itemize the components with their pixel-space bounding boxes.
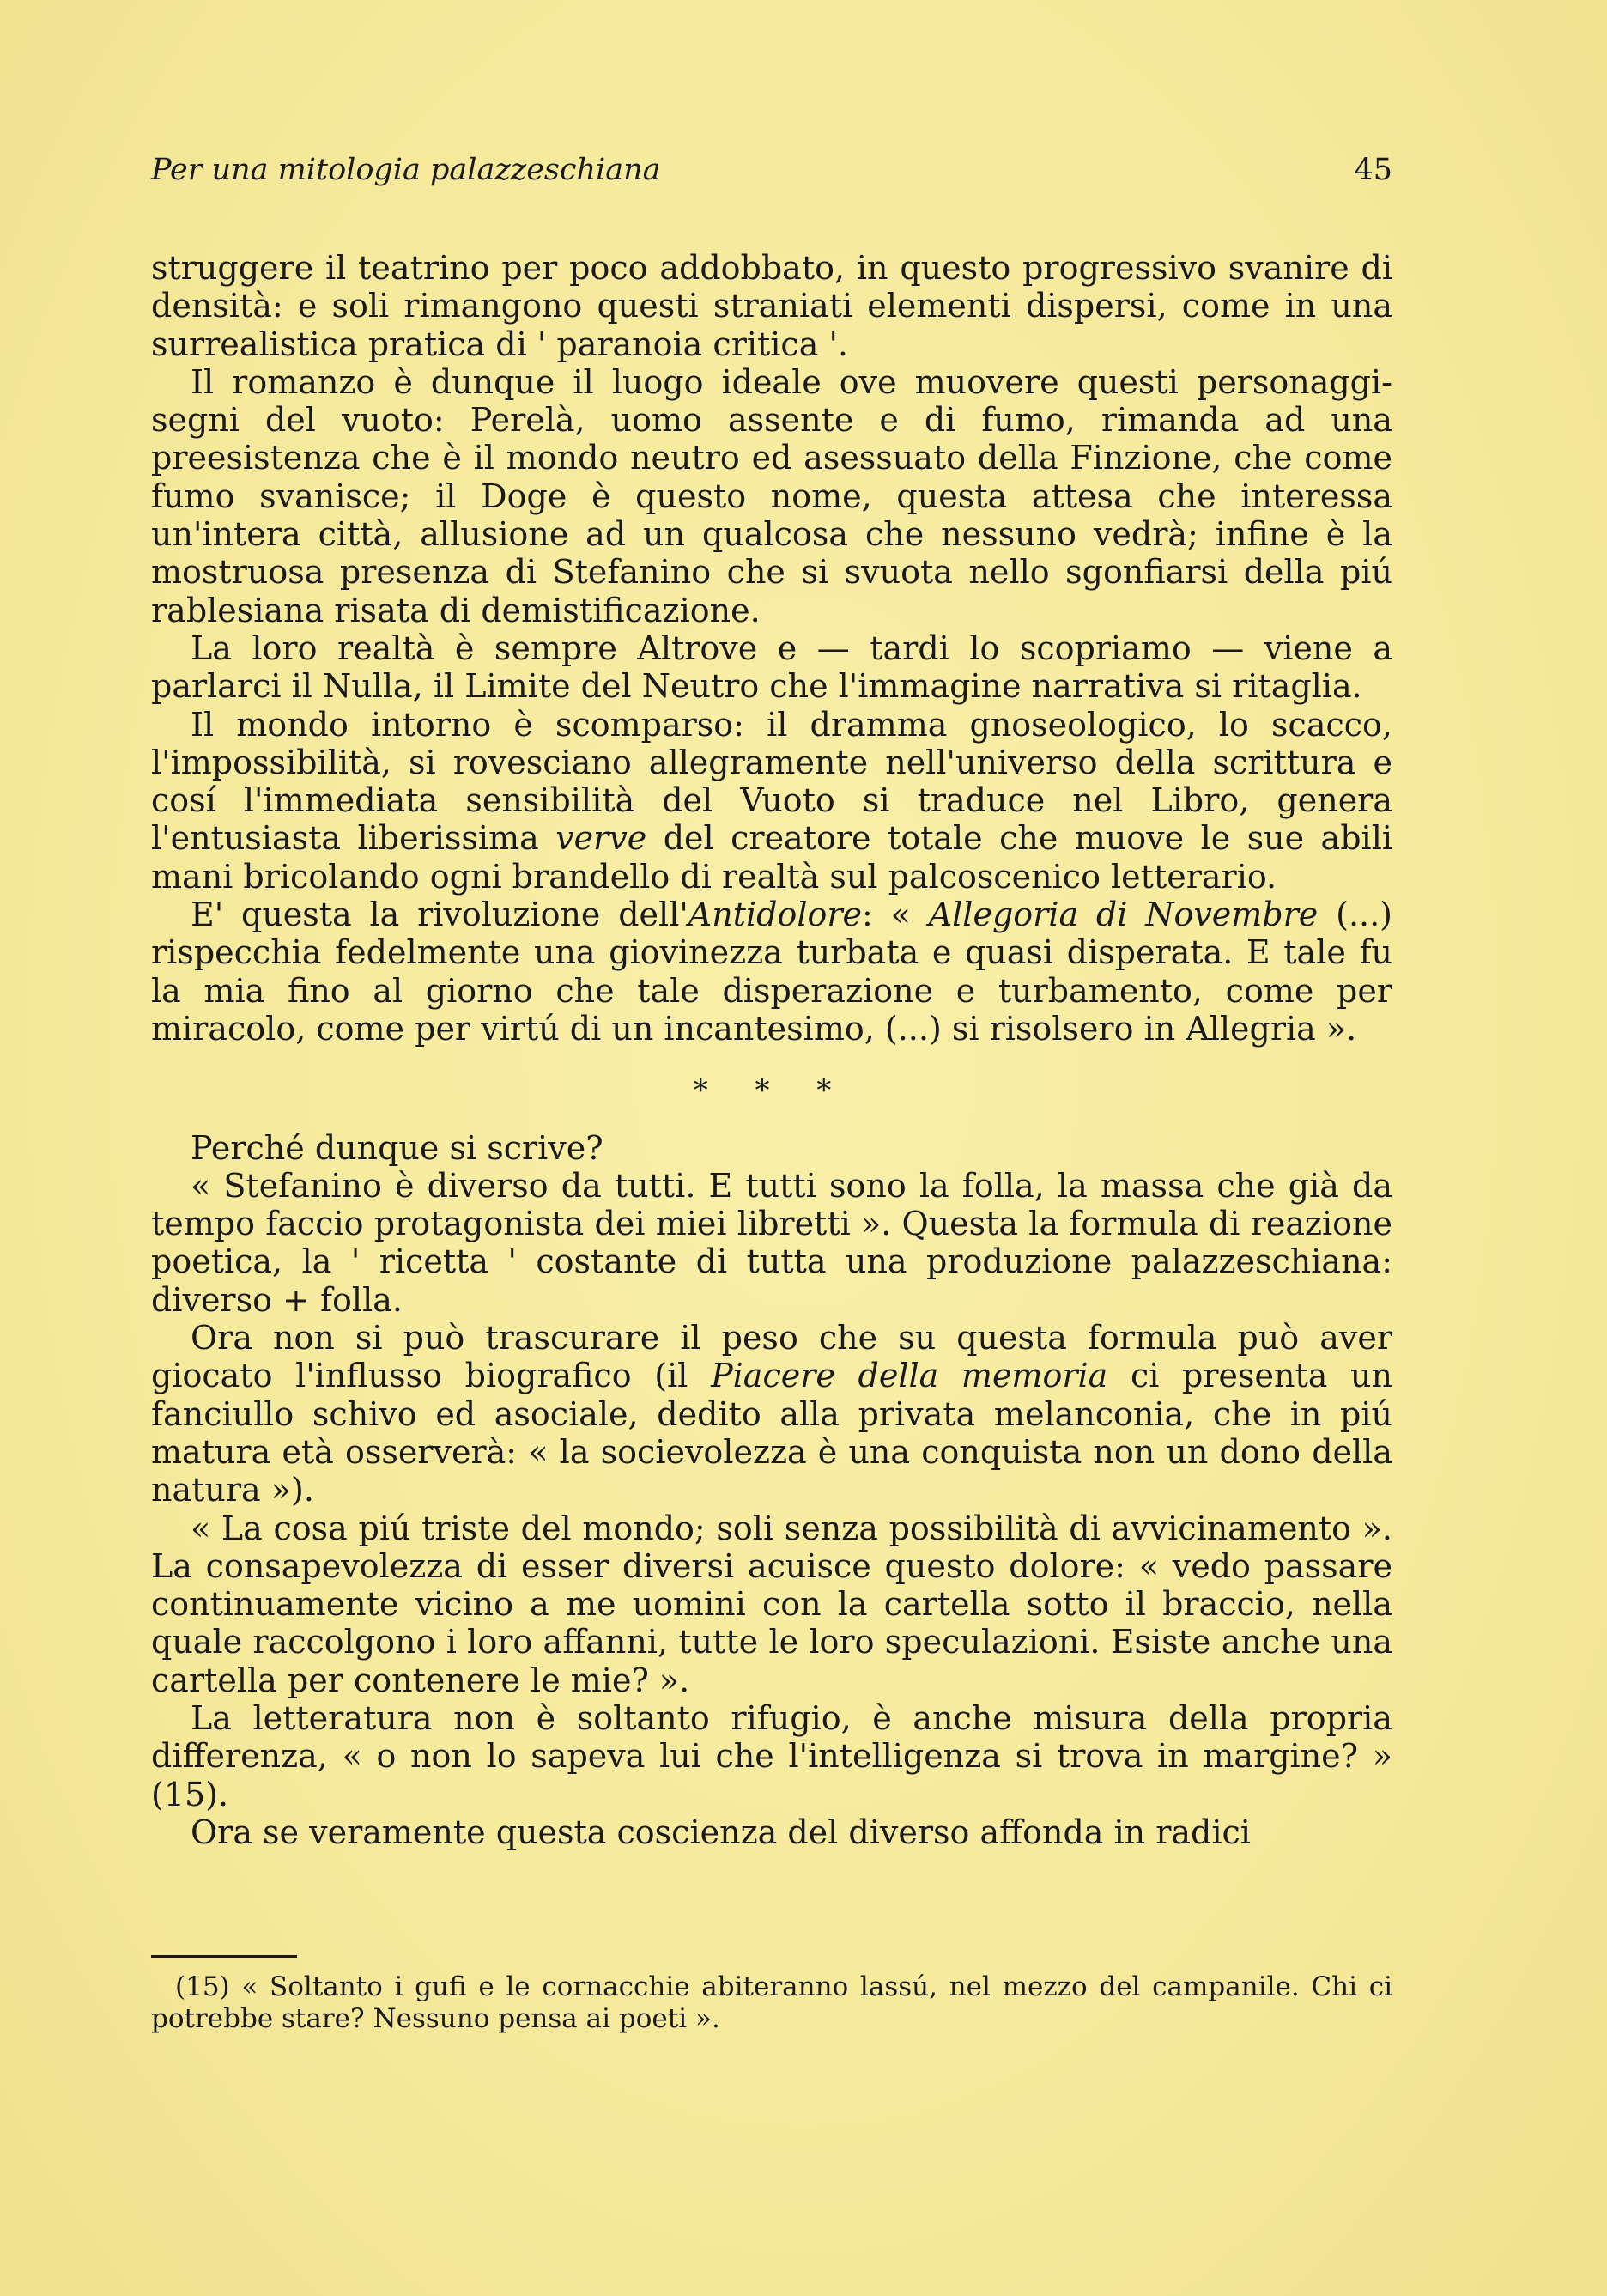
- paragraph-5-text-c: : «: [862, 896, 929, 934]
- paragraph-8-text-a: Ora non si può trascurare il peso che su questa formula può aver giocato l'influsso biografico (il: [151, 1319, 1392, 1395]
- running-head-title: Per una mitologia palazzeschiana: [151, 153, 661, 187]
- paragraph-6: Perché dunque si scrive?: [191, 1128, 603, 1167]
- paragraph-4-text-c: del creatore totale che muove le sue abili mani bricolando ogni brandello di realtà sul palcoscenico letterario.: [151, 819, 1392, 896]
- paragraph-5: [151, 896, 1392, 1048]
- running-head: [151, 153, 1392, 201]
- paragraph-4: [151, 706, 1392, 896]
- paragraph-5-italic-title: Antidolore: [688, 896, 863, 934]
- paragraph-9: « La cosa piú triste del mondo; soli senza possibilità di avvicinamento ». La consapevolezza di esser diversi acuisce questo dolore: « vedo passare continuamente vicino a me uomini con la cartella sotto il braccio, nella quale raccolgono i loro affanni, tutte le loro speculazioni. Esiste anche una cartella per contenere le mie? ».: [151, 1509, 1392, 1699]
- page-number: 45: [1354, 153, 1392, 187]
- paragraph-4-italic: verve: [555, 819, 647, 858]
- paragraph-8: [151, 1319, 1392, 1509]
- paragraph-10: La letteratura non è soltanto rifugio, è anche misura della propria differenza, « o non lo sapeva lui che l'intelligenza si trova in margine? » (15).: [151, 1698, 1392, 1813]
- footnote-rule: [151, 1955, 297, 1958]
- paragraph-1: struggere il teatrino per poco addobbato, in questo progressivo svanire di densità: e soli rimangono questi straniati elementi dispersi, come in una surrealistica pratica di ' paranoia critica '.: [151, 249, 1392, 363]
- footnote-15: (15) « Soltanto i gufi e le cornacchie abiteranno lassú, nel mezzo del campanile. Chi ci potrebbe stare? Nessuno pensa ai poeti ».: [151, 1971, 1392, 2034]
- paragraph-4-text-a: Il mondo intorno è scomparso: il dramma gnoseologico, lo scacco, l'impossibilità, si rovesciano allegramente nell'universo della scrittura e cosí l'immediata sensibilità del Vuoto si traduce nel Libro, genera l'entusiasta liberissima: [151, 705, 1392, 858]
- paragraph-8-text-c: ci presenta un fanciullo schivo ed asociale, dedito alla privata melanconia, che in piú matura età osserverà: « la socievolezza è una conquista non un dono della natura »).: [151, 1357, 1392, 1509]
- paragraph-3: La loro realtà è sempre Altrove e — tardi lo scopriamo — viene a parlarci il Nulla, il Limite del Neutro che l'immagine narrativa si ritaglia.: [151, 629, 1392, 706]
- paragraph-5-italic-quote-title: Allegoria di Novembre: [928, 896, 1319, 934]
- paragraph-11: Ora se veramente questa coscienza del diverso affonda in radici: [191, 1813, 1251, 1851]
- body-text: [151, 249, 1392, 1851]
- paragraph-8-italic-title: Piacere della memoria: [711, 1357, 1108, 1395]
- paragraph-7: « Stefanino è diverso da tutti. E tutti sono la folla, la massa che già da tempo faccio protagonista dei miei libretti ». Questa la formula di reazione poetica, la ' ricetta ' costante di tutta una produzione palazzeschiana: diverso + folla.: [151, 1166, 1392, 1319]
- paragraph-2: Il romanzo è dunque il luogo ideale ove muovere questi personaggi-segni del vuoto: Perelà, uomo assente e di fumo, rimanda ad una preesistenza che è il mondo neutro ed asessuato della Finzione, che come fumo svanisce; il Doge è questo nome, questa attesa che interessa un'intera città, allusione ad un qualcosa che nessuno vedrà; infine è la mostruosa presenza di Stefanino che si svuota nello sgonfiarsi della piú rablesiana risata di demistificazione.: [151, 362, 1392, 629]
- paragraph-5-text-e: (...) rispecchia fedelmente una giovinezza turbata e quasi disperata. E tale fu la mia fino al giorno che tale disperazione e turbamento, come per miracolo, come per virtú di un incantesimo, (...) si risolsero in Allegria ».: [151, 896, 1393, 1048]
- paragraph-5-text-a: E' questa la rivoluzione dell': [191, 896, 688, 934]
- section-separator: * * *: [693, 1073, 851, 1109]
